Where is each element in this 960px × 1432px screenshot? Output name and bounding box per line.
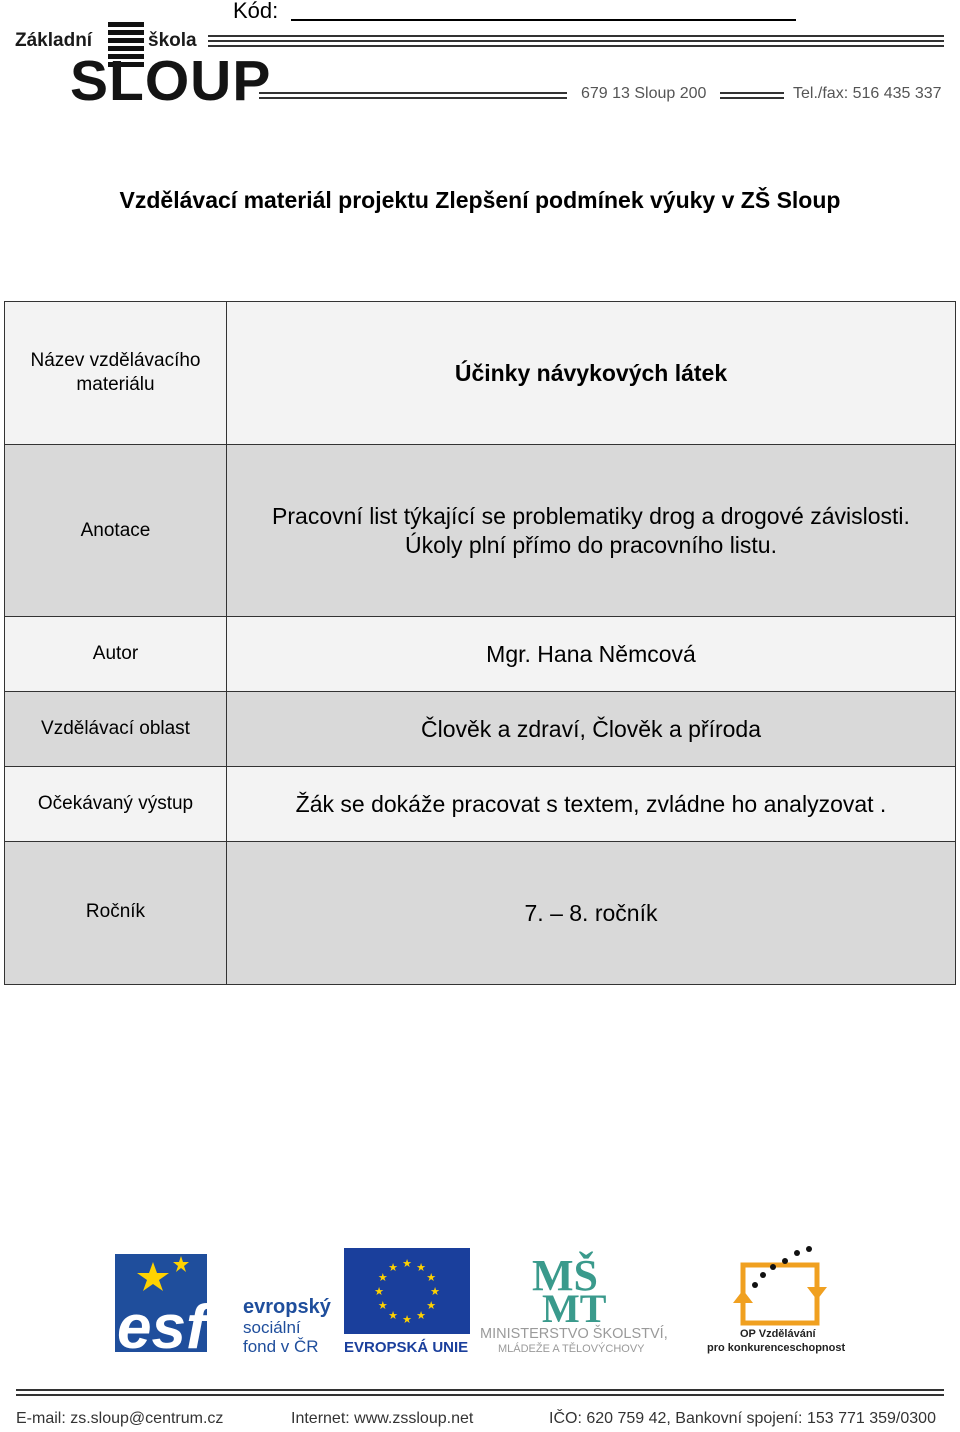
table-row [5, 445, 955, 617]
footer-internet: Internet: www.zssloup.net [291, 1410, 474, 1427]
msmt-line1: MINISTERSTVO ŠKOLSTVÍ, [480, 1326, 668, 1342]
table-row [5, 842, 955, 984]
eu-star-icon: ★ [426, 1272, 437, 1284]
school-prefix: Základní [15, 30, 93, 51]
msmt-line2: MLÁDEŽE A TĚLOVÝCHOVY [498, 1343, 645, 1355]
info-table [4, 301, 956, 985]
row-label: Anotace [5, 445, 227, 616]
header-rule-left [259, 92, 567, 102]
row-value: Žák se dokáže pracovat s textem, zvládne ho analyzovat . [295, 790, 887, 817]
header-rule [208, 35, 944, 50]
svg-text:MT: MT [542, 1286, 607, 1331]
op-line2: pro konkurenceschopnost [707, 1342, 846, 1354]
eu-text: EVROPSKÁ UNIE [344, 1339, 469, 1356]
eu-star-icon: ★ [377, 1300, 388, 1312]
eu-star-icon: ★ [402, 1258, 412, 1270]
school-address: 679 13 Sloup 200 [581, 85, 707, 102]
row-label: Vzdělávací oblast [5, 692, 227, 766]
code-label: Kód: [233, 0, 279, 23]
row-label: Ročník [5, 842, 227, 984]
footer-email: E-mail: zs.sloup@centrum.cz [16, 1410, 224, 1427]
school-name: SLOUP [70, 49, 272, 113]
table-row [5, 767, 955, 842]
row-label: Název vzdělávacího materiálu [5, 302, 227, 444]
eu-star-icon: ★ [388, 1310, 398, 1323]
table-row [5, 617, 955, 692]
esf-line1: evropský [243, 1296, 331, 1318]
esf-logo-icon [115, 1248, 335, 1358]
eu-star-icon: ★ [416, 1310, 426, 1323]
msmt-logo-icon [480, 1248, 700, 1358]
eu-star-icon: ★ [430, 1286, 440, 1298]
op-line1: OP Vzdělávání [740, 1328, 816, 1340]
row-value: 7. – 8. ročník [524, 900, 658, 926]
school-word: škola [148, 30, 197, 51]
row-label: Autor [5, 617, 227, 691]
eu-flag-icon [344, 1248, 470, 1358]
eu-star-icon: ★ [402, 1314, 412, 1326]
header-rule-mid [720, 92, 784, 102]
row-value: Účinky návykových látek [454, 359, 728, 386]
table-row [5, 692, 955, 767]
row-value: Člověk a zdraví, Člověk a příroda [420, 715, 762, 742]
document-title: Vzdělávací materiál projektu Zlepšení podmínek výuky v ZŠ Sloup [119, 187, 841, 213]
eu-star-icon: ★ [377, 1272, 388, 1284]
eu-star-icon: ★ [426, 1300, 437, 1312]
eu-star-icon: ★ [374, 1286, 384, 1298]
esf-line2: sociální [243, 1318, 301, 1337]
eu-star-icon: ★ [416, 1261, 426, 1274]
eu-star-icon: ★ [388, 1261, 398, 1274]
op-logo-icon [705, 1245, 850, 1357]
row-value: Mgr. Hana Němcová [486, 640, 696, 667]
svg-text:esf: esf [117, 1293, 207, 1358]
row-label: Očekávaný výstup [5, 767, 227, 841]
school-telfax: Tel./fax: 516 435 337 [793, 85, 942, 102]
row-value: Pracovní list týkající se problematiky drog a drogové závislosti. Úkoly plní přímo do pracovního listu. [272, 502, 910, 558]
table-row [5, 302, 955, 445]
code-fill-line [291, 19, 796, 21]
esf-line3: fond v ČR [243, 1337, 319, 1356]
footer-ico: IČO: 620 759 42, Bankovní spojení: 153 771 359/0300 [549, 1410, 936, 1427]
svg-text:MŠ: MŠ [532, 1251, 598, 1300]
footer-rule [16, 1389, 944, 1399]
